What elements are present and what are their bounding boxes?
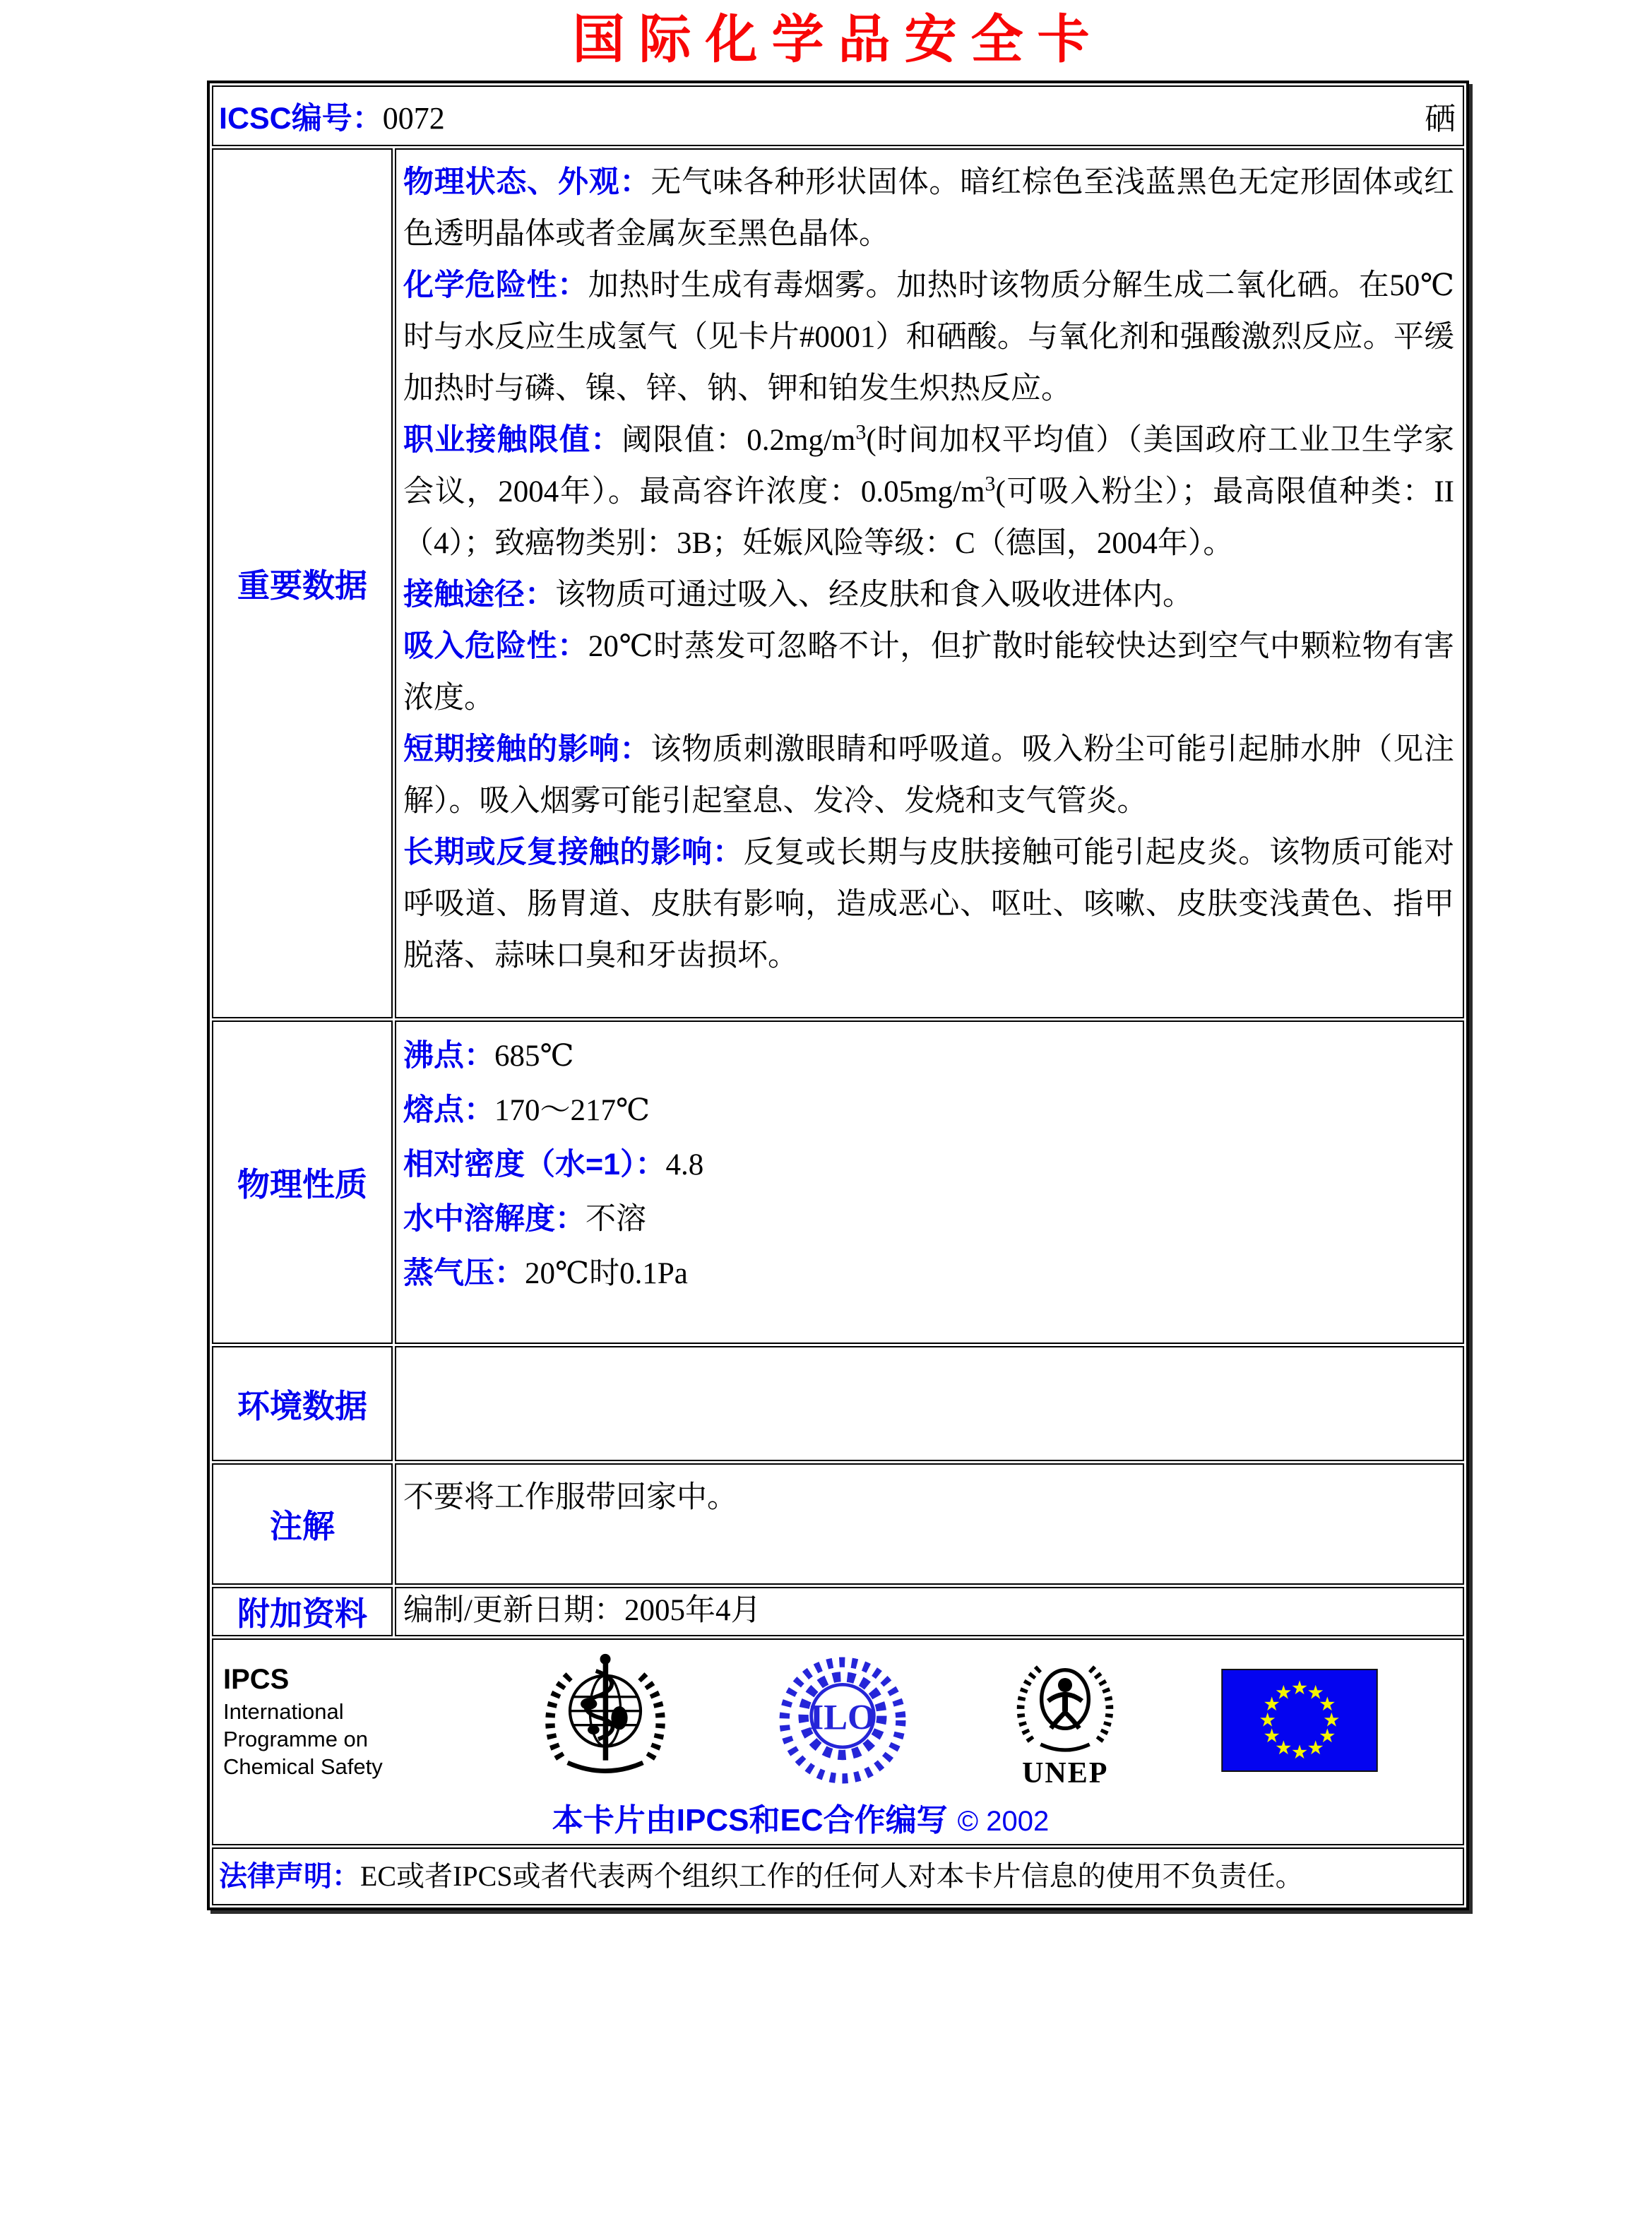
unep-wordmark: UNEP — [1022, 1757, 1109, 1790]
unep-logo-icon — [1009, 1652, 1122, 1789]
section-row-additional — [212, 1587, 1464, 1636]
svg-text:★: ★ — [1319, 1725, 1336, 1748]
icsc-number-value: 0072 — [382, 100, 445, 136]
section-label-cell-environmental — [212, 1346, 393, 1461]
paragraph: 短期接触的影响：该物质刺激眼睛和呼吸道。吸入粉尘可能引起肺水肿（见注解）。吸入烟雾可能引起窒息、发冷、发烧和支气管炎。 — [403, 732, 1455, 818]
paragraph: 沸点：685℃ — [403, 1039, 574, 1073]
legal-label: 法律声明： — [219, 1861, 360, 1892]
section-content-important — [395, 148, 1464, 1018]
paragraph: 蒸气压：20℃时0.1Pa — [403, 1256, 688, 1290]
legal-text: EC或者IPCS或者代表两个组织工作的任何人对本卡片信息的使用不负责任。 — [360, 1860, 1304, 1892]
paragraph: 吸入危险性：20℃时蒸发可忽略不计，但扩散时能较快达到空气中颗粒物有害浓度。 — [403, 629, 1455, 715]
section-row-physical — [212, 1020, 1464, 1344]
icsc-number-label: ICSC编号： — [219, 101, 383, 136]
section-content-additional — [395, 1587, 1464, 1636]
section-label-cell-physical — [212, 1020, 393, 1344]
section-content-physical — [395, 1020, 1464, 1344]
caption-text: 本卡片由IPCS和EC合作编写 — [552, 1803, 948, 1838]
svg-text:★: ★ — [1275, 1682, 1293, 1704]
svg-text:★: ★ — [1263, 1693, 1280, 1715]
svg-text:★: ★ — [1323, 1709, 1341, 1732]
svg-text:★: ★ — [1307, 1682, 1324, 1704]
paragraph: 职业接触限值：阈限值：$0.2mg/m^3$(时间加权平均值）（美国政府工业卫生学家会议，2004年）。最高容许浓度：$0.05mg/m^3$(可吸入粉尘）；最高限值种类：II（4）；致癌物类别：3B；妊娠风险等级：C（德国，2004年）。 — [403, 419, 1455, 560]
caption-copyright: © 2002 — [957, 1806, 1050, 1837]
section-label-important: 重要数据 — [237, 567, 367, 604]
icsc-number — [219, 95, 445, 138]
card-footer-body — [212, 1638, 1464, 1905]
paragraph: 不要将工作服带回家中。 — [403, 1481, 737, 1514]
substance-name: 硒 — [1425, 102, 1456, 136]
svg-text:★: ★ — [1263, 1725, 1280, 1748]
section-label-cell-additional — [212, 1587, 393, 1636]
svg-text:★: ★ — [1319, 1693, 1336, 1715]
page-title: 国际化学品安全卡 — [572, 11, 1104, 69]
svg-text:★: ★ — [1290, 1741, 1309, 1763]
paragraph: 长期或反复接触的影响：反复或长期与皮肤接触可能引起皮炎。该物质可能对呼吸道、肠胃道、皮肤有影响，造成恶心、呕吐、咳嗽、皮肤变浅黄色、指甲脱落、蒜味口臭和牙齿损坏。 — [403, 835, 1455, 972]
icsc-number-row — [212, 85, 1464, 146]
paragraph: 接触途径：该物质可通过吸入、经皮肤和食入吸收进体内。 — [403, 578, 1193, 612]
section-row-notes — [212, 1463, 1464, 1585]
paragraph: 熔点：170～217℃ — [403, 1093, 650, 1127]
legal-row — [212, 1847, 1464, 1905]
paragraph: 化学危险性：加热时生成有毒烟雾。加热时该物质分解生成二氧化硒。在50℃时与水反应生成氢气（见卡片#0001）和硒酸。与氧化剂和强酸激烈反应。平缓加热时与磷、镍、锌、钠、钾和铂发生炽热反应。 — [403, 268, 1455, 405]
footer-caption — [223, 1802, 1378, 1840]
paragraph: 水中溶解度：不溶 — [403, 1202, 646, 1236]
section-row-environmental — [212, 1346, 1464, 1461]
section-content-notes — [395, 1463, 1464, 1585]
ipcs-text-block: IPCS International Programme on Chemical Safety — [223, 1661, 435, 1780]
paragraph: 物理状态、外观：无气味各种形状固体。暗红棕色至浅蓝黑色无定形固体或红色透明晶体或者金属灰至黑色晶体。 — [403, 165, 1455, 251]
paragraph: 相对密度（水=1）：4.8 — [403, 1148, 704, 1182]
section-label-cell-notes — [212, 1463, 393, 1585]
section-label-additional: 附加资料 — [237, 1595, 367, 1632]
svg-text:★: ★ — [1307, 1737, 1324, 1759]
svg-text:★: ★ — [1259, 1709, 1276, 1732]
ipcs-acronym: IPCS — [223, 1663, 290, 1695]
section-label-physical: 物理性质 — [237, 1166, 367, 1203]
svg-text:★: ★ — [1275, 1737, 1293, 1759]
legal-disclaimer — [219, 1857, 1457, 1895]
ilo-logo-icon — [776, 1651, 910, 1790]
eu-flag-icon — [1221, 1669, 1378, 1772]
card-header-body — [212, 85, 1464, 146]
section-content-environmental — [395, 1346, 1464, 1461]
icsc-card-table — [207, 81, 1469, 1910]
card-sections-body — [212, 148, 1464, 1636]
section-row-important — [212, 148, 1464, 1018]
logos-row — [212, 1638, 1464, 1845]
section-label-notes: 注解 — [270, 1508, 335, 1544]
who-logo-icon — [535, 1648, 676, 1793]
section-label-environmental: 环境数据 — [237, 1387, 367, 1424]
paragraph: 编制/更新日期：2005年4月 — [403, 1594, 761, 1627]
svg-text:★: ★ — [1290, 1677, 1309, 1700]
ilo-letters: ILO — [809, 1697, 875, 1737]
section-label-cell-important — [212, 148, 393, 1018]
